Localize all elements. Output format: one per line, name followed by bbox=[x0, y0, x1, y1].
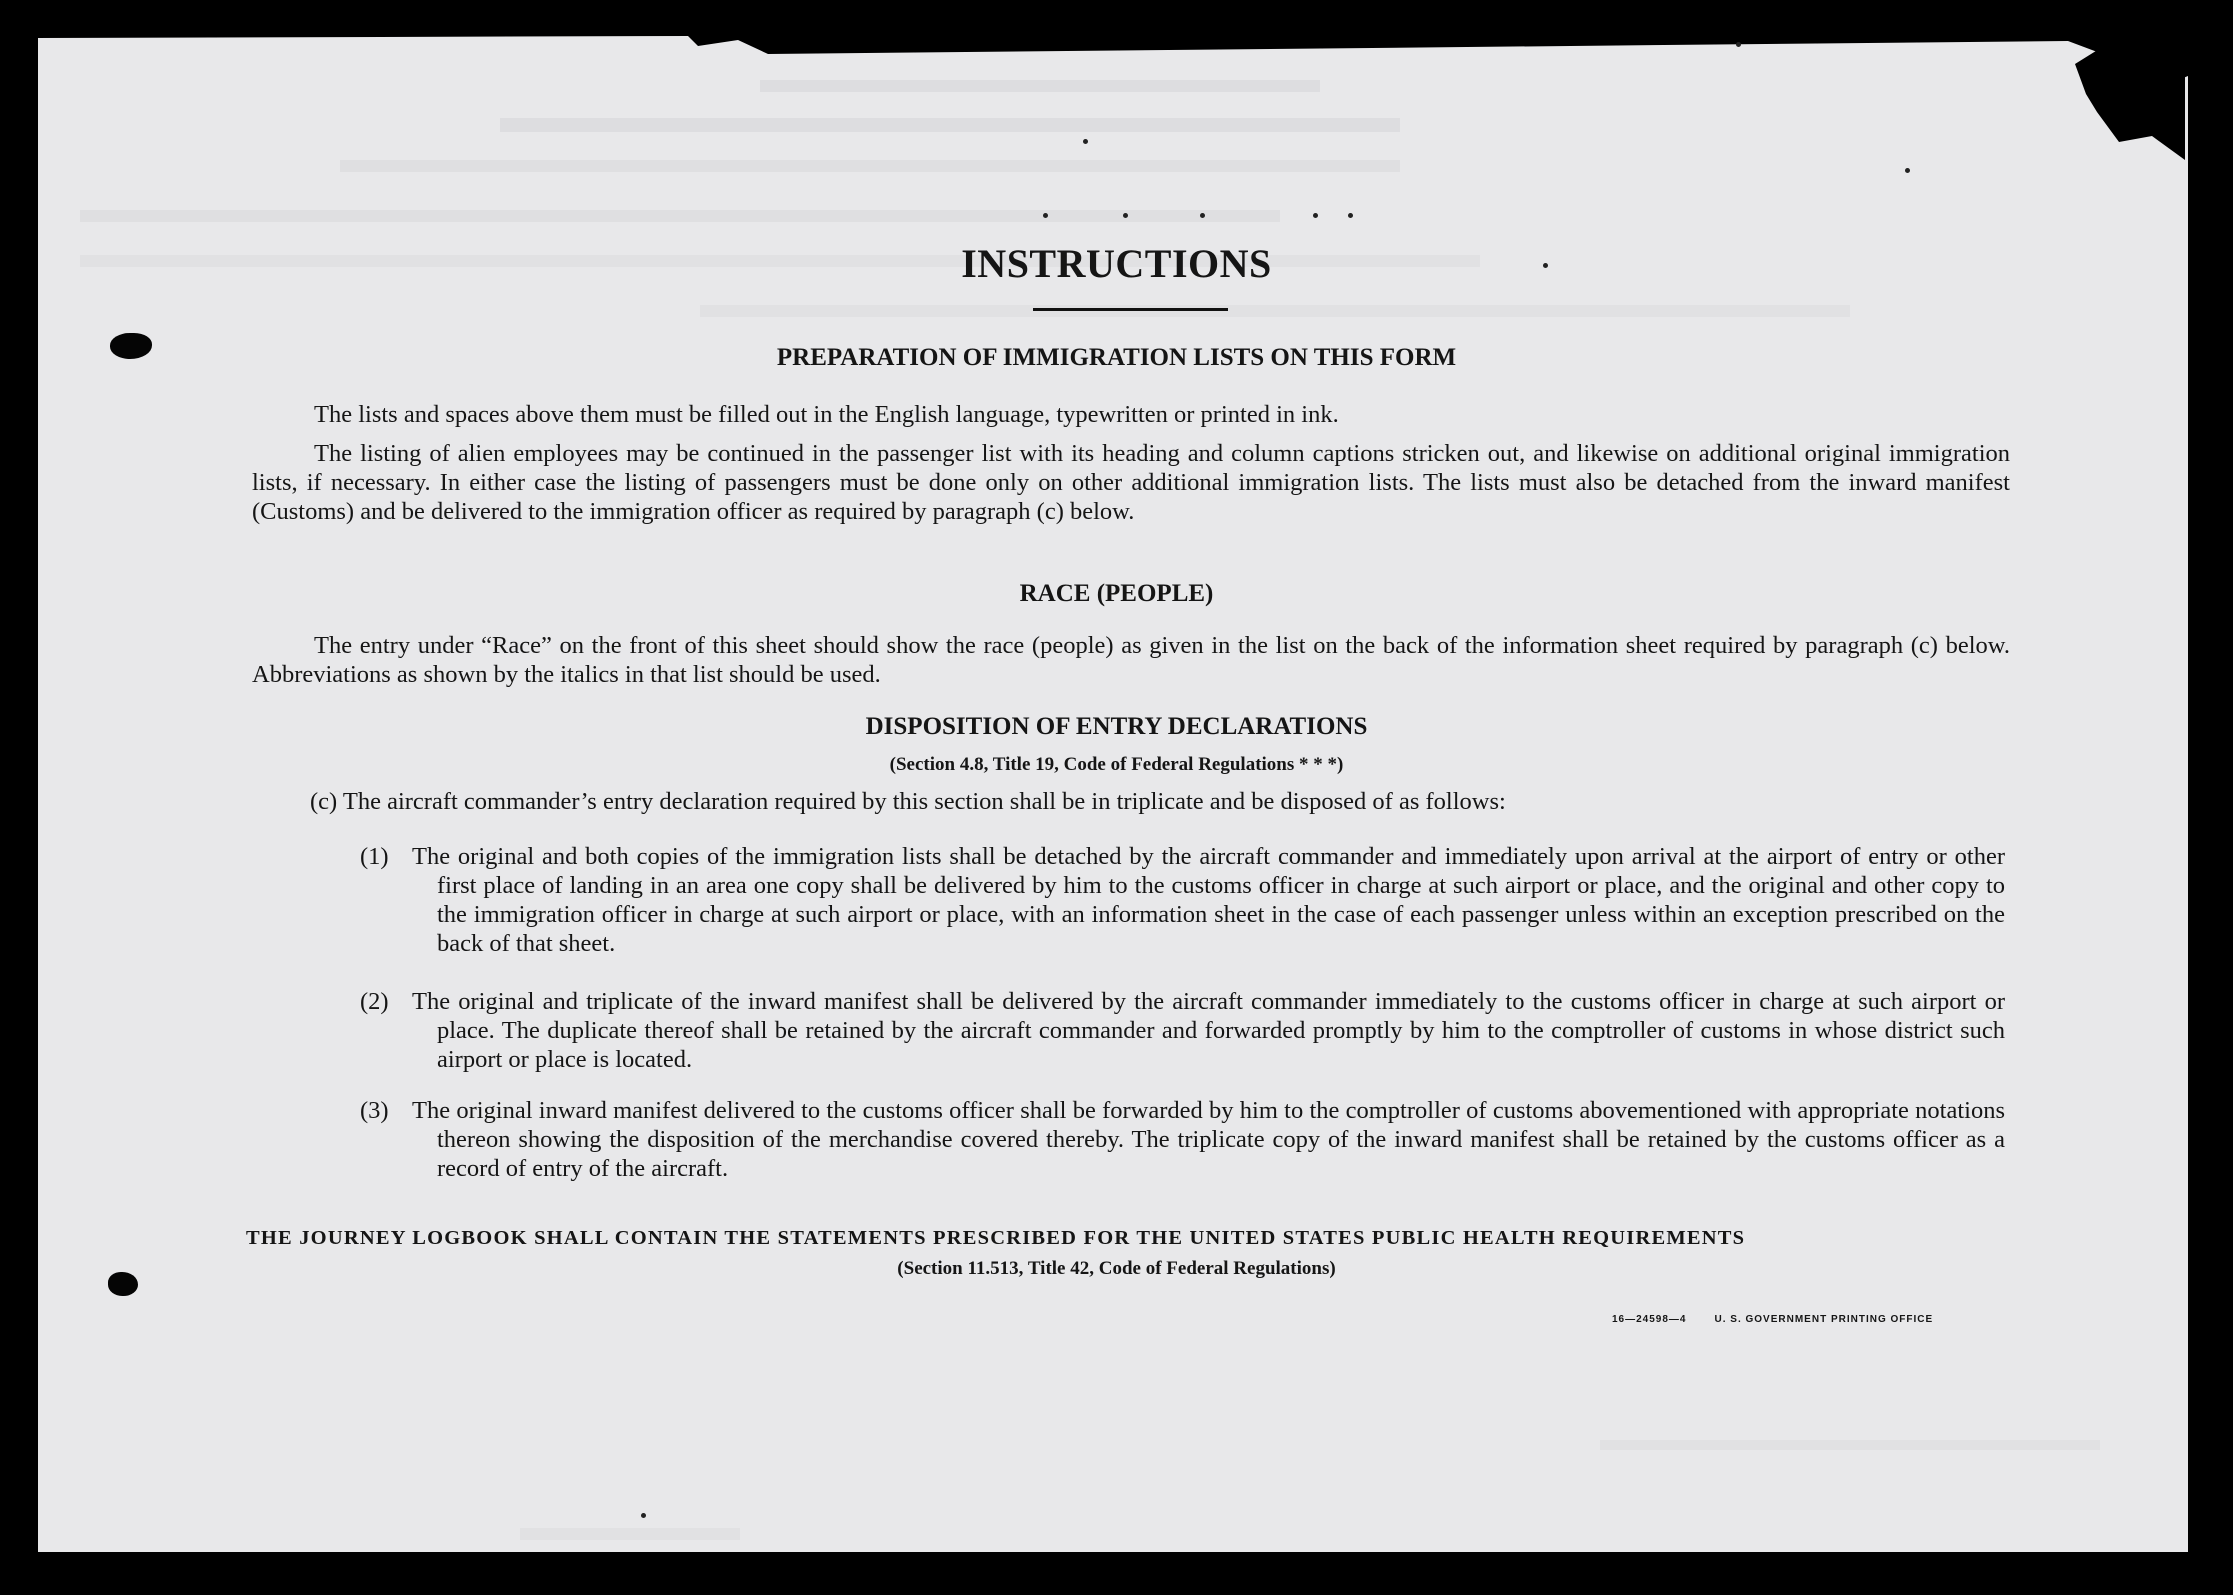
list-item-1 bbox=[360, 842, 2005, 958]
section-heading-race: RACE (PEOPLE) bbox=[1019, 580, 1214, 607]
section-heading-disposition: DISPOSITION OF ENTRY DECLARATIONS bbox=[865, 713, 1368, 740]
paragraph-race-entry: The entry under “Race” on the front of this sheet should show the race (people) as given in the list on the back of the information sheet required by paragraph (c) below. Abbreviations as shown by the italics in that list should be used. bbox=[252, 632, 2010, 688]
speck bbox=[1083, 139, 1088, 144]
form-number: 16—24598—4 bbox=[1612, 1314, 1687, 1325]
page-title: INSTRUCTIONS bbox=[961, 241, 1272, 286]
speck bbox=[1313, 213, 1318, 218]
citation-title-19: (Section 4.8, Title 19, Code of Federal Regulations * * *) bbox=[889, 754, 1344, 775]
speck bbox=[1043, 213, 1048, 218]
list-item-number: (1) bbox=[360, 843, 389, 870]
speck bbox=[1736, 42, 1741, 47]
list-item-text: The original inward manifest delivered to the customs officer shall be forwarded by him to the comptroller of customs abovementioned with appropriate notations thereon showing the disposition of the merchandise covered thereby. The triplicate copy of the inward manifest shall be retained by the customs officer as a record of entry of the aircraft. bbox=[412, 1097, 2005, 1182]
paragraph-alien-employees: The listing of alien employees may be continued in the passenger list with its heading and column captions stricken out, and likewise on additional original immigration lists, if necessary. In either case the listing of passengers must be done only on other additional immigration lists. The lists must also be detached from the inward manifest (Customs) and be delivered to the immigration officer as required by paragraph (c) below. bbox=[252, 440, 2010, 525]
speck bbox=[1905, 168, 1910, 173]
list-item-number: (2) bbox=[360, 988, 389, 1015]
speck bbox=[1200, 213, 1205, 218]
citation-title-42: (Section 11.513, Title 42, Code of Federal Regulations) bbox=[897, 1258, 1336, 1279]
title-underline bbox=[1033, 308, 1228, 311]
list-item-3 bbox=[360, 1096, 2005, 1183]
printing-office: U. S. GOVERNMENT PRINTING OFFICE bbox=[1714, 1314, 1934, 1325]
health-requirements-statement: THE JOURNEY LOGBOOK SHALL CONTAIN THE STATEMENTS PRESCRIBED FOR THE UNITED STATES PUBLIC HEALTH REQUIREMENTS bbox=[246, 1227, 1746, 1249]
list-item-2 bbox=[360, 987, 2005, 1074]
list-item-text: The original and both copies of the immigration lists shall be detached by the aircraft commander and immediately upon arrival at the airport of entry or other first place of landing in an area one copy shall be delivered by him to the customs officer in charge at such airport or place, and the original and other copy to the immigration officer in charge at such airport or place, with an information sheet in the case of each passenger unless within an exception prescribed on the back of that sheet. bbox=[412, 843, 2005, 957]
section-heading-preparation: PREPARATION OF IMMIGRATION LISTS ON THIS FORM bbox=[776, 344, 1457, 371]
printer-imprint bbox=[1612, 1314, 1961, 1325]
list-item-text: The original and triplicate of the inward manifest shall be delivered by the aircraft commander immediately to the customs officer in charge at such airport or place. The duplicate thereof shall be retained by the aircraft commander and forwarded promptly by him to the comptroller of customs in whose district such airport or place is located. bbox=[412, 988, 2005, 1073]
speck bbox=[1348, 213, 1353, 218]
speck bbox=[1123, 213, 1128, 218]
paragraph-c-intro: (c) The aircraft commander’s entry declaration required by this section shall be in triplicate and be disposed of as follows: bbox=[310, 788, 1506, 815]
list-item-number: (3) bbox=[360, 1097, 389, 1124]
paragraph-lists-english: The lists and spaces above them must be filled out in the English language, typewritten or printed in ink. bbox=[314, 401, 1339, 428]
speck bbox=[641, 1513, 646, 1518]
